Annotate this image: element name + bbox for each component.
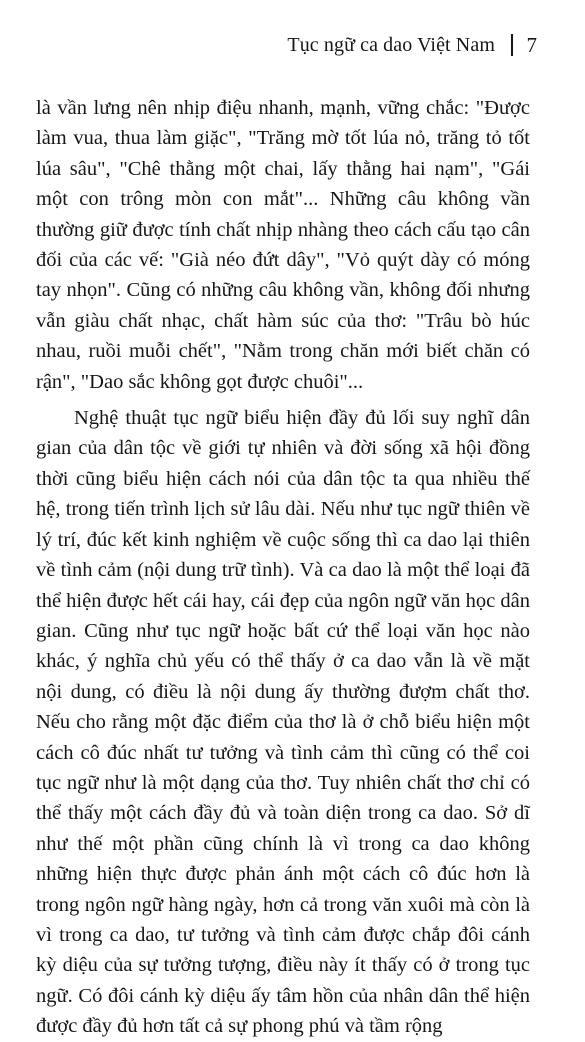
body-text (36, 93, 530, 1042)
paragraph: là vần lưng nên nhịp điệu nhanh, mạnh, vững chắc: "Được làm vua, thua làm giặc", "Trăng mờ tốt lúa nỏ, trăng tỏ tốt lúa sâu", "Chê thằng một chai, lấy thằng hai nạm", "Gái một con trông mòn con mắt"... Những câu không vần thường giữ được tính chất nhịp nhàng theo cách cấu tạo cân đối của các vế: "Già néo đứt dây", "Vỏ quýt dày có móng tay nhọn". Cũng có những câu không vần, không đối nhưng vẫn giàu chất nhạc, chất hàm súc của thơ: "Trâu bò húc nhau, ruồi muỗi chết", "Nằm trong chăn mới biết chăn có rận", "Dao sắc không gọt được chuôi"... (36, 97, 530, 393)
header-divider (511, 34, 513, 56)
running-header (287, 33, 537, 57)
page-number: 7 (526, 33, 537, 57)
running-header-title: Tục ngữ ca dao Việt Nam (287, 34, 495, 56)
paragraph: Nghệ thuật tục ngữ biểu hiện đầy đủ lối suy nghĩ dân gian của dân tộc về giới tự nhiên và đời sống xã hội đồng thời cũng biểu hiện cách nói của dân tộc ta qua nhiều thế hệ, trong tiến trình lịch sử lâu dài. Nếu như tục ngữ thiên về lý trí, đúc kết kinh nghiệm về cuộc sống thì ca dao lại thiên về tình cảm (nội dung trữ tình). Và ca dao là một thể loại đã thể hiện được hết cái hay, cái đẹp của ngôn ngữ văn học dân gian. Cũng như tục ngữ hoặc bất cứ thể loại văn học nào khác, ý nghĩa chủ yếu có thể thấy ở ca dao vẫn là về mặt nội dung, có điều là nội dung ấy thường đượm chất thơ. Nếu cho rằng một đặc điểm của thơ là ở chỗ biểu hiện một cách cô đúc nhất tư tưởng và tình cảm thì cũng có thể coi tục ngữ như là một dạng của thơ. Tuy nhiên chất thơ chỉ có thể thấy một cách đầy đủ và toàn diện trong ca dao. Sở dĩ như thế một phần cũng chính là vì trong ca dao không những hiện thực được phản ánh một cách cô đúc hơn là trong ngôn ngữ hàng ngày, hơn cả trong văn xuôi mà còn là vì trong ca dao, tư tưởng và tình cảm được chắp đôi cánh kỳ diệu của sự tưởng tượng, điều này ít thấy có ở trong tục ngữ. Có đôi cánh kỳ diệu ấy tâm hồn của nhân dân thể hiện được đầy đủ hơn tất cả sự phong phú và tầm rộng (36, 407, 530, 1038)
